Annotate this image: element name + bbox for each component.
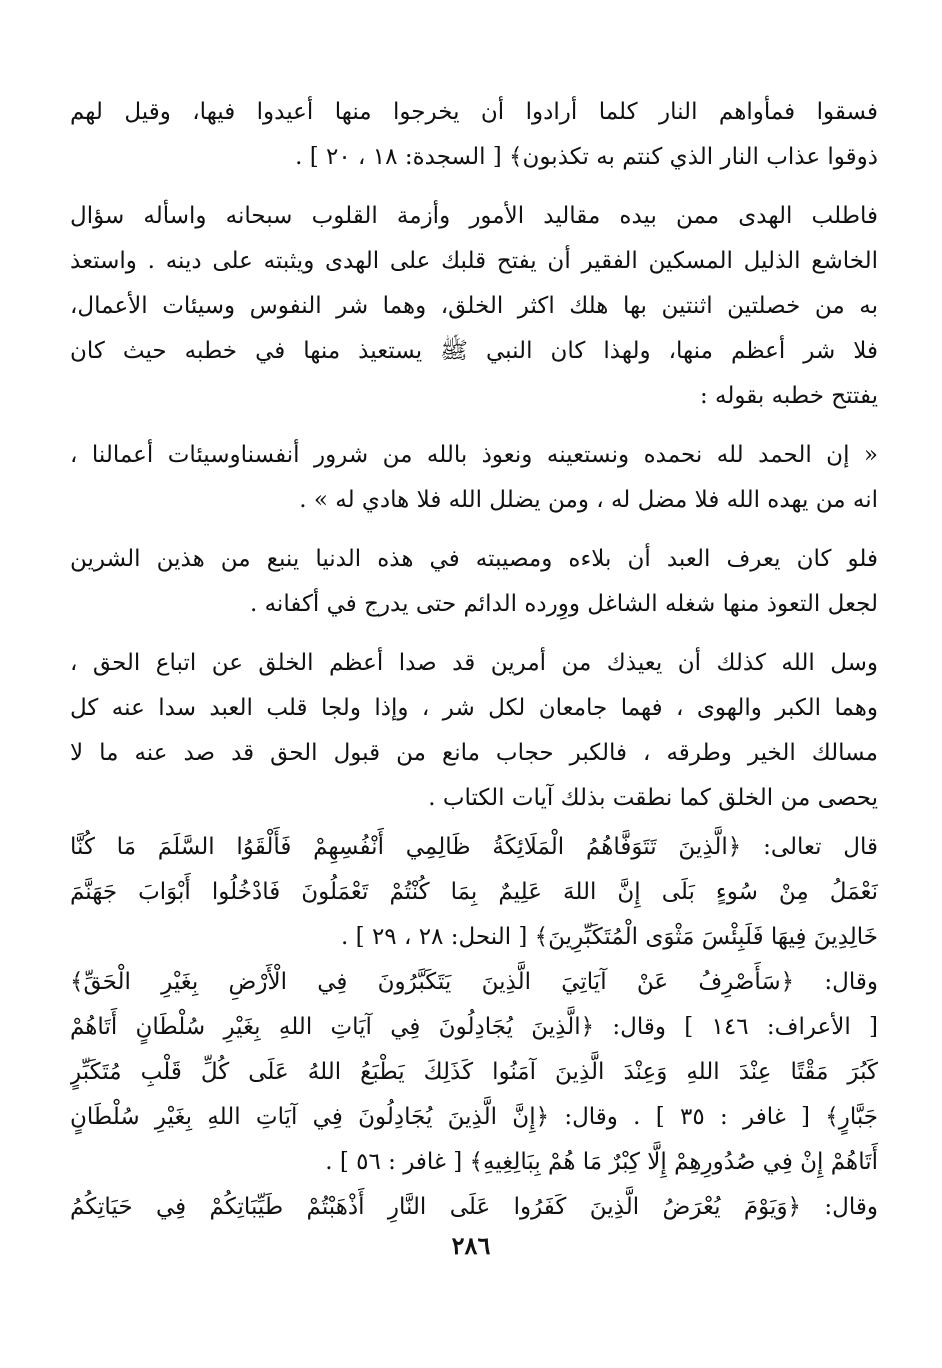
- verse-line: وقال: ﴿وَيَوْمَ يُعْرَضُ الَّذِينَ كَفَرُوا عَلَى النَّارِ أَذْهَبْتُمْ طَيِّبَاتِكُمْ فِي حَيَاتِكُمُ: [70, 1194, 878, 1220]
- text-line: وهما الكبر والهوى ، فهما جامعان لكل شر ، وإذا ولجا قلب العبد سدا عنه كل: [70, 695, 878, 721]
- text-line: مسالك الخير وطرقه ، فالكبر حجاب مانع من قبول الحق قد صد عنه ما لا: [70, 740, 878, 766]
- paragraph-quran-verses: [70, 825, 878, 1230]
- verse-line: وقال: ﴿سَأَصْرِفُ عَنْ آيَاتِيَ الَّذِينَ يَتَكَبَّرُونَ فِي الْأَرْضِ بِغَيْرِ الْحَقِّ﴾: [70, 969, 878, 995]
- text-line: لجعل التعوذ منها شغله الشاغل ووِرده الدائم حتى يدرج في أكفانه .: [249, 591, 878, 617]
- text-line: به من خصلتين اثنتين بها هلك اكثر الخلق، وهما شر النفوس وسيئات الأعمال،: [70, 293, 878, 319]
- verse-line: أَتَاهُمْ إِنْ فِي صُدُورِهِمْ إِلَّا كِبْرٌ مَا هُمْ بِبَالِغِيهِ﴾ [ غافر : ٥٦ ] .: [325, 1149, 878, 1175]
- verse-line: نَعْمَلُ مِنْ سُوءٍ بَلَى إِنَّ اللهَ عَلِيمٌ بِمَا كُنْتُمْ تَعْمَلُونَ فَادْخُلُوا أَبْوَابَ جَهَنَّمَ: [70, 879, 878, 905]
- paragraph-seek-guidance: [70, 194, 878, 419]
- text-line: فلو كان يعرف العبد أن بلاءه ومصيبته في هذه الدنيا ينبع من هذين الشرين: [70, 546, 878, 572]
- paragraph-gap: [70, 627, 878, 641]
- text-line: وسل الله كذلك أن يعيذك من أمرين قد صدا أعظم الخلق عن اتباع الحق ،: [70, 650, 878, 676]
- text-line: فسقوا فمأواهم النار كلما أرادوا أن يخرجوا منها أعيدوا فيها، وقيل لهم: [70, 99, 878, 125]
- text-line: ذوقوا عذاب النار الذي كنتم به تكذبون﴾ [ السجدة: ١٨ ، ٢٠ ] .: [295, 144, 878, 170]
- paragraph-gap: [70, 523, 878, 537]
- text-line: فاطلب الهدى ممن بيده مقاليد الأمور وأزمة القلوب سبحانه واسأله سؤال: [70, 203, 878, 229]
- verse-line: كَبُرَ مَقْتًا عِنْدَ اللهِ وَعِنْدَ الَّذِينَ آمَنُوا كَذَلِكَ يَطْبَعُ اللهُ عَلَى كُلِّ قَلْبِ مُتَكَبِّرٍ: [70, 1059, 878, 1085]
- verse-line: [ الأعراف: ١٤٦ ] وقال: ﴿الَّذِينَ يُجَادِلُونَ فِي آيَاتِ اللهِ بِغَيْرِ سُلْطَانٍ أَتَاهُمْ: [70, 1014, 878, 1040]
- paragraph-gap: [70, 180, 878, 194]
- page-number: ٢٨٦: [451, 1231, 491, 1260]
- verse-line: خَالِدِينَ فِيهَا فَلَبِئْسَ مَثْوَى الْمُتَكَبِّرِينَ﴾ [ النحل: ٢٨ ، ٢٩ ] .: [341, 924, 878, 950]
- text-line: انه من يهده الله فلا مضل له ، ومن يضلل الله فلا هادي له » .: [299, 487, 878, 513]
- page-body: [70, 90, 878, 1340]
- verse-line: جَبَّارٍ﴾ [ غافر : ٣٥ ] . وقال: ﴿إِنَّ الَّذِينَ يُجَادِلُونَ فِي آيَاتِ اللهِ بِغَيْرِ سُلْطَانٍ: [70, 1104, 878, 1130]
- paragraph-gap: [70, 419, 878, 433]
- text-line: الخاشع الذليل المسكين الفقير أن يفتح قلبك على الهدى ويثبته على دينه . واستعذ: [70, 248, 878, 274]
- text-line: يفتتح خطبه بقوله :: [699, 383, 878, 409]
- paragraph-khutbah-quote: [70, 433, 878, 523]
- text-line: « إن الحمد لله نحمده ونستعينه ونعوذ بالله من شرور أنفسناوسيئات أعمالنا ،: [70, 442, 878, 468]
- paragraph-pride-desire: [70, 641, 878, 821]
- paragraph-quran-continuation: [70, 90, 878, 180]
- paragraph-affliction: [70, 537, 878, 627]
- verse-line: قال تعالى: ﴿الَّذِينَ تَتَوَفَّاهُمُ الْمَلَائِكَةُ ظَالِمِي أَنْفُسِهِمْ فَأَلْقَوُا السَّلَمَ مَا كُنَّا: [70, 834, 878, 860]
- text-line: يحصى من الخلق كما نطقت بذلك آيات الكتاب .: [428, 785, 878, 811]
- text-line: فلا شر أعظم منها، ولهذا كان النبي ﷺ يستعيذ منها في خطبه حيث كان: [70, 338, 878, 364]
